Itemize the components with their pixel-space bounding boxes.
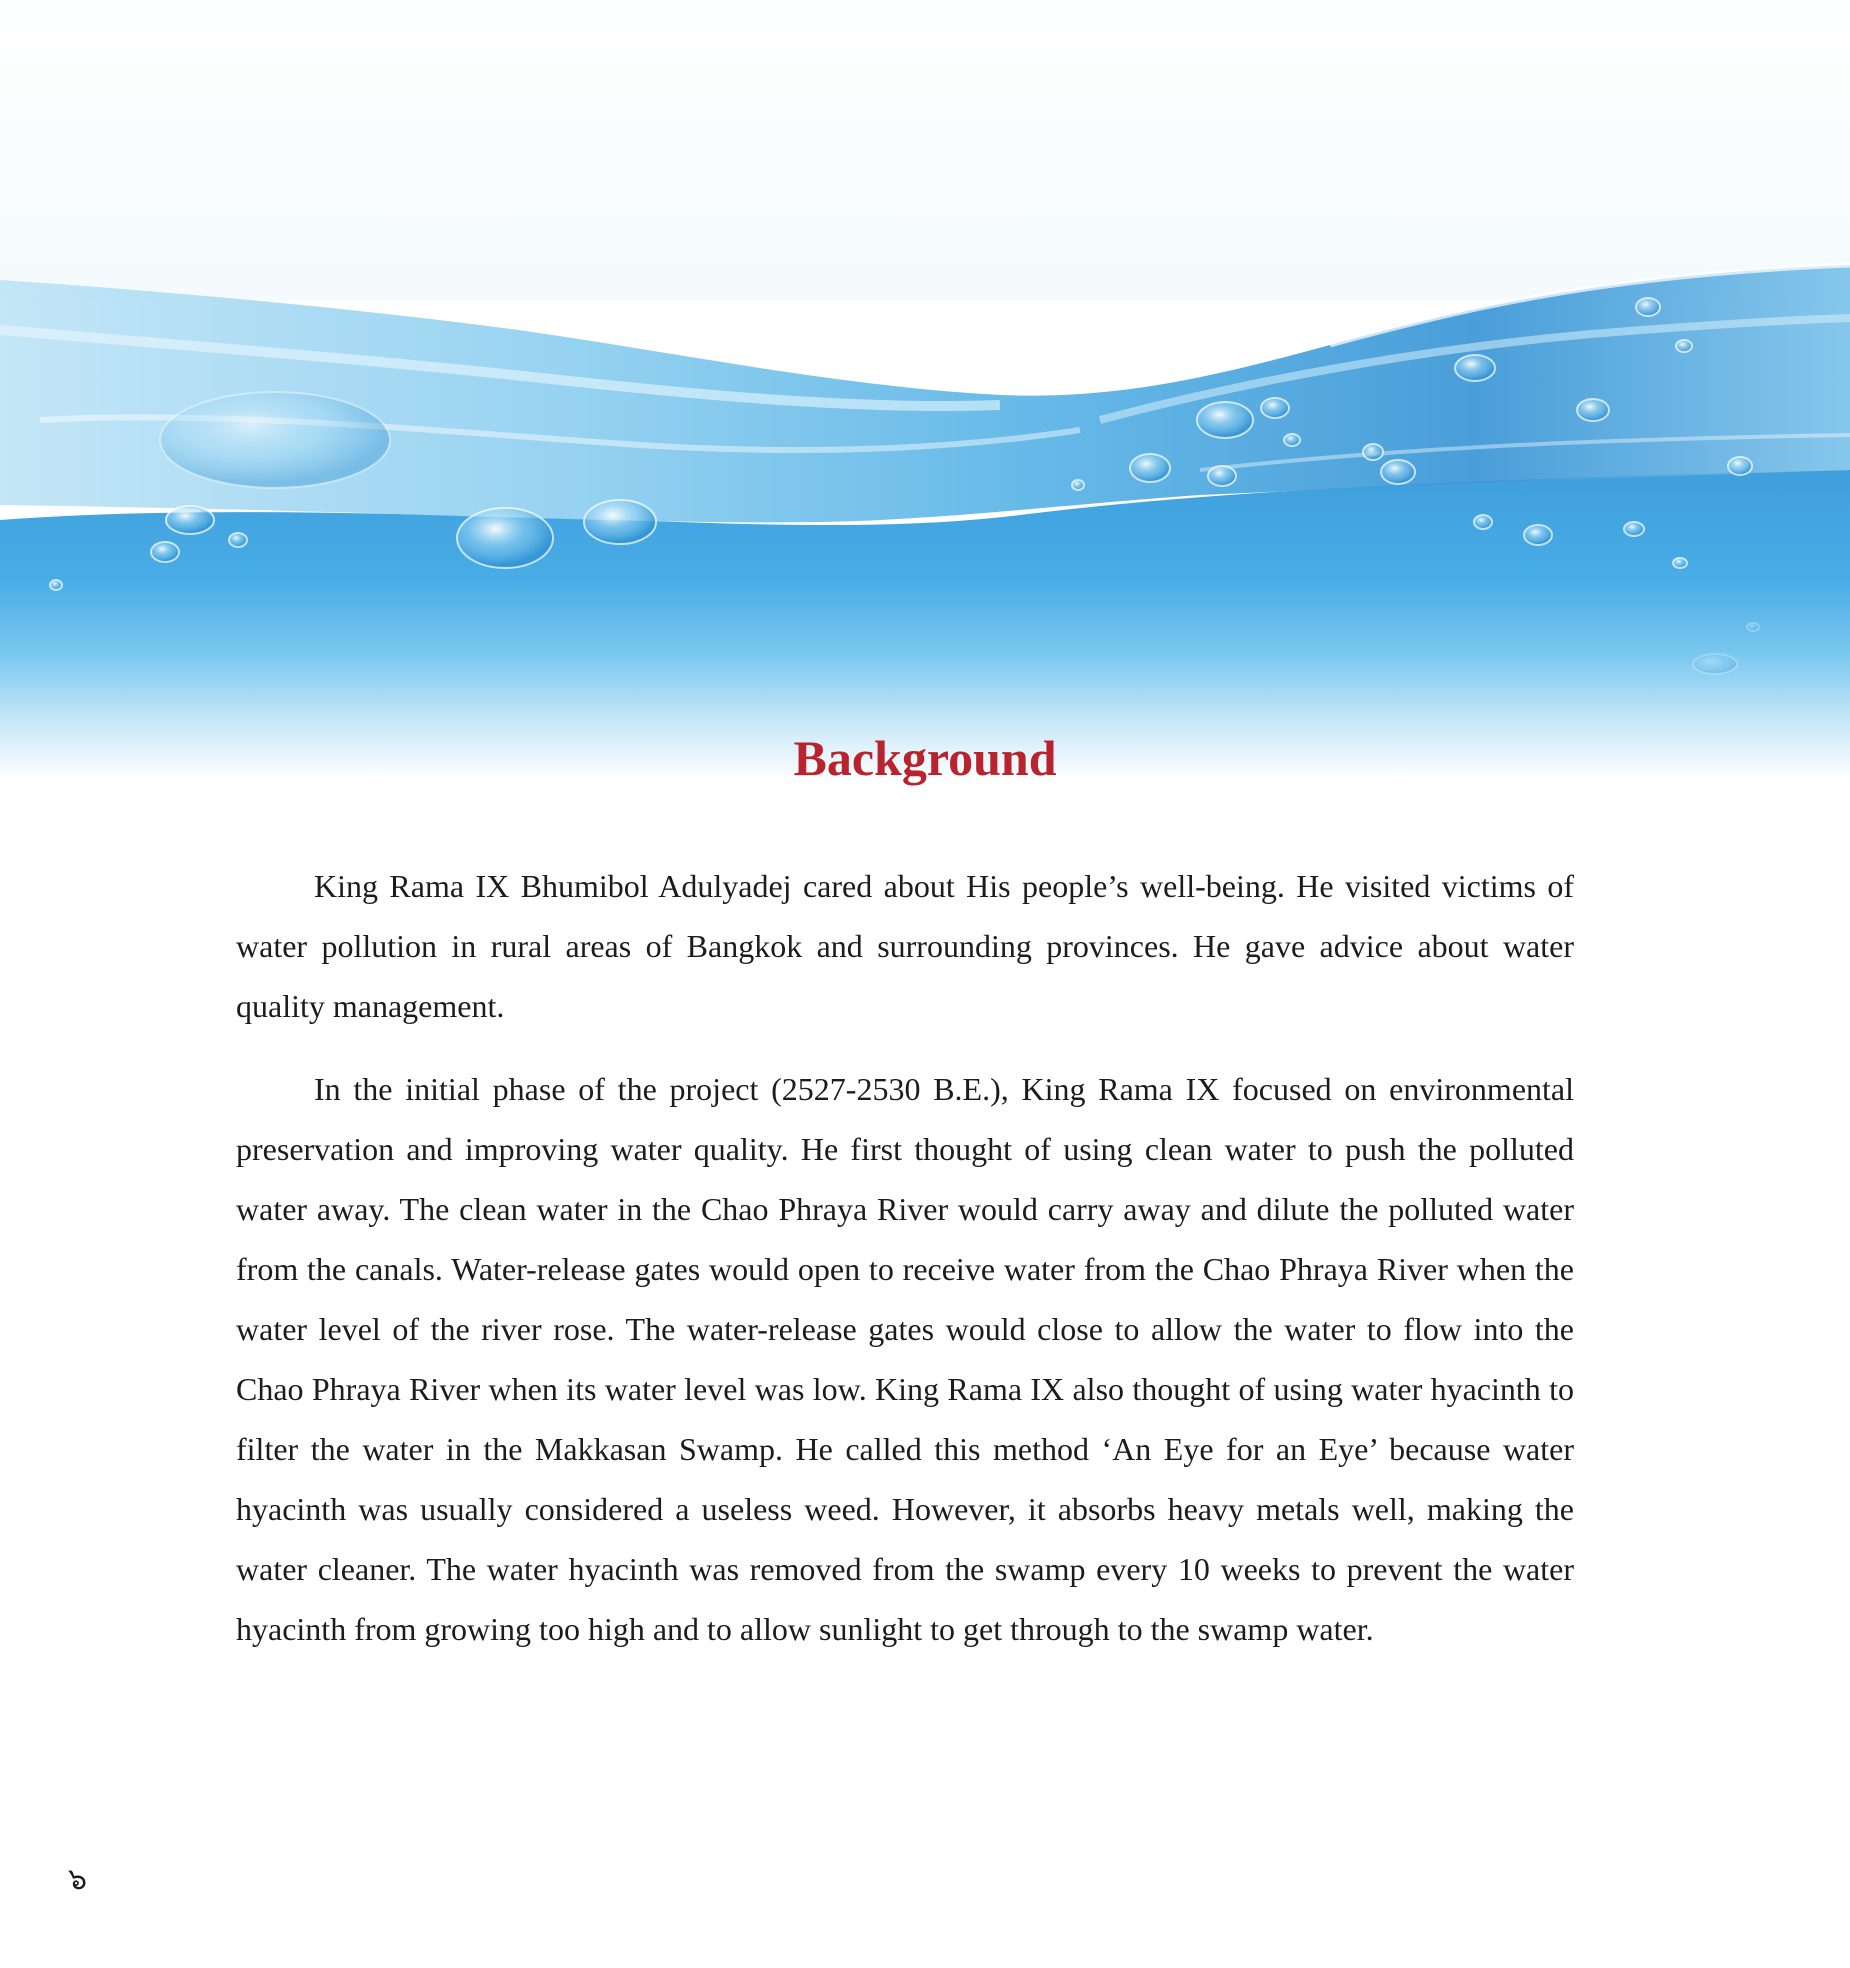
paragraph-initial-phase: In the initial phase of the project (2527-2530 B.E.), King Rama IX focused on environmental preservation and improving water quality. He first thought of using clean water to push the polluted water away. The clean water in the Chao Phraya River would carry away and dilute the polluted water from the canals. Water-release gates would open to receive water from the Chao Phraya River when the water level of the river rose. The water-release gates would close to allow the water to flow into the Chao Phraya River when its water level was low. King Rama IX also thought of using water hyacinth to filter the water in the Makkasan Swamp. He called this method ‘An Eye for an Eye’ because water hyacinth was usually considered a useless weed. However, it absorbs heavy metals well, making the water cleaner. The water hyacinth was removed from the swamp every 10 weeks to prevent the water hyacinth from growing too high and to allow sunlight to get through to the swamp water. bbox=[236, 1071, 1574, 1647]
body-text bbox=[236, 856, 1574, 1659]
paragraph-intro: King Rama IX Bhumibol Adulyadej cared about His people’s well-being. He visited victims of water pollution in rural areas of Bangkok and surrounding provinces. He gave advice about water quality management. bbox=[236, 868, 1574, 1024]
water-wave-banner bbox=[0, 0, 1850, 780]
page-title: Background bbox=[793, 730, 1057, 786]
page-number: ๖ bbox=[68, 1862, 88, 1897]
